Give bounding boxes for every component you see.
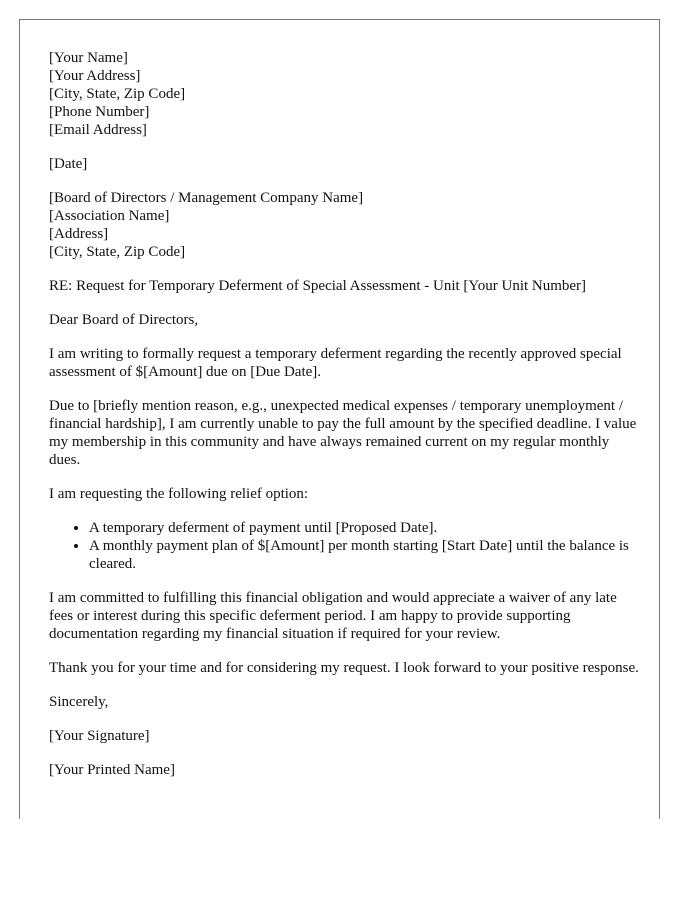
paragraph-commitment: I am committed to fulfilling this financial obligation and would appreciate a waiver of any late fees or interest during this specific deferment period. I am happy to provide supporting documentation regarding my financial situation if required for your review. (49, 590, 617, 642)
recipient-city-state-zip: [City, State, Zip Code] (49, 244, 186, 260)
sender-name: [Your Name] (49, 50, 128, 66)
sender-phone: [Phone Number] (49, 104, 150, 120)
relief-options-list (49, 519, 641, 573)
subject-line: RE: Request for Temporary Deferment of Special Assessment - Unit [Your Unit Number] (49, 278, 587, 294)
paragraph-thanks: Thank you for your time and for considering my request. I look forward to your positive response. (49, 660, 639, 676)
paragraph-request: I am writing to formally request a temporary deferment regarding the recently approved special assessment of $[Amount] due on [Due Date]. (49, 346, 622, 380)
closing: Sincerely, (49, 694, 109, 710)
sender-city-state-zip: [City, State, Zip Code] (49, 86, 186, 102)
sender-block (49, 49, 641, 139)
sender-address: [Your Address] (49, 68, 141, 84)
letter-page (19, 19, 660, 819)
paragraph-reason: Due to [briefly mention reason, e.g., unexpected medical expenses / temporary unemployment / financial hardship], I am currently unable to pay the full amount by the specified deadline. I value my membership in this community and have always remained current on my regular monthly dues. (49, 398, 637, 468)
recipient-address: [Address] (49, 226, 109, 242)
list-item: • A temporary deferment of payment until [Proposed Date]. (89, 519, 641, 537)
recipient-block (49, 189, 641, 261)
sender-email: [Email Address] (49, 122, 147, 138)
recipient-association: [Association Name] (49, 208, 170, 224)
recipient-org: [Board of Directors / Management Company Name] (49, 190, 364, 206)
letter-body (49, 49, 641, 795)
signature: [Your Signature] (49, 728, 150, 744)
list-item: • A monthly payment plan of $[Amount] per month starting [Start Date] until the balance is cleared. (89, 537, 641, 573)
paragraph-relief-intro: I am requesting the following relief option: (49, 486, 309, 502)
salutation: Dear Board of Directors, (49, 312, 199, 328)
letter-date: [Date] (49, 156, 88, 172)
printed-name: [Your Printed Name] (49, 762, 175, 778)
